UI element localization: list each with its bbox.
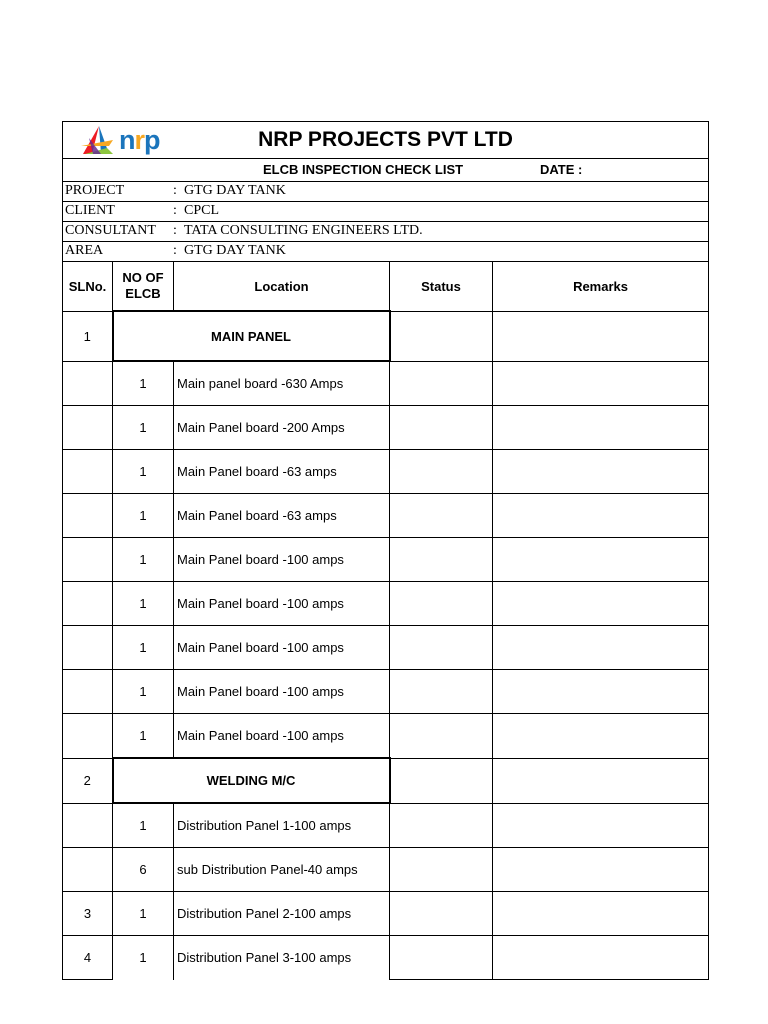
info-label: CONSULTANT [65, 223, 156, 238]
remarks-cell[interactable] [493, 406, 709, 450]
remarks-cell[interactable] [493, 758, 709, 803]
status-cell[interactable] [390, 311, 493, 361]
row-location: Main Panel board -63 amps [174, 450, 390, 494]
remarks-cell[interactable] [493, 892, 709, 936]
section-name: MAIN PANEL [113, 311, 390, 361]
info-value: TATA CONSULTING ENGINEERS LTD. [184, 223, 423, 238]
row-sl [63, 670, 113, 714]
row-sl [63, 361, 113, 406]
section-sl: 2 [63, 758, 113, 803]
checklist-table [62, 121, 709, 980]
row-qty: 1 [113, 892, 174, 936]
table-row [63, 892, 709, 936]
row-sl [63, 626, 113, 670]
subtitle-cell [63, 159, 709, 182]
info-value: CPCL [184, 203, 220, 218]
info-colon: : [173, 243, 177, 258]
info-value: GTG DAY TANK [184, 243, 286, 258]
info-label: PROJECT [65, 183, 125, 198]
company-logo [79, 125, 160, 155]
row-location: Main Panel board -100 amps [174, 714, 390, 759]
row-qty: 1 [113, 714, 174, 759]
row-qty: 1 [113, 670, 174, 714]
status-cell[interactable] [390, 803, 493, 848]
remarks-cell[interactable] [493, 582, 709, 626]
row-sl: 4 [63, 936, 113, 980]
table-row [63, 538, 709, 582]
row-qty: 6 [113, 848, 174, 892]
table-row [63, 670, 709, 714]
info-row-area [63, 242, 709, 262]
status-cell[interactable] [390, 936, 493, 980]
column-header-row [63, 262, 709, 312]
status-cell[interactable] [390, 406, 493, 450]
title-row [63, 122, 709, 159]
status-cell[interactable] [390, 758, 493, 803]
table-row [63, 936, 709, 980]
row-sl [63, 803, 113, 848]
row-qty: 1 [113, 582, 174, 626]
remarks-cell[interactable] [493, 494, 709, 538]
row-qty: 1 [113, 450, 174, 494]
info-colon: : [173, 203, 177, 218]
status-cell[interactable] [390, 626, 493, 670]
row-qty: 1 [113, 626, 174, 670]
row-qty: 1 [113, 936, 174, 980]
section-sl: 1 [63, 311, 113, 361]
table-row [63, 848, 709, 892]
row-location: Main panel board -630 Amps [174, 361, 390, 406]
row-sl [63, 848, 113, 892]
info-row-consultant [63, 222, 709, 242]
header-status: Status [390, 262, 493, 312]
header-no-of-elcb: NO OF ELCB [113, 262, 174, 312]
row-location: Distribution Panel 2-100 amps [174, 892, 390, 936]
subtitle-row [63, 159, 709, 182]
section-row [63, 758, 709, 803]
row-qty: 1 [113, 803, 174, 848]
status-cell[interactable] [390, 582, 493, 626]
row-sl [63, 450, 113, 494]
status-cell[interactable] [390, 361, 493, 406]
remarks-cell[interactable] [493, 626, 709, 670]
status-cell[interactable] [390, 714, 493, 759]
row-location: Distribution Panel 3-100 amps [174, 936, 390, 980]
remarks-cell[interactable] [493, 311, 709, 361]
triangle-logo-icon [79, 124, 117, 156]
row-sl [63, 582, 113, 626]
info-colon: : [173, 223, 177, 238]
remarks-cell[interactable] [493, 538, 709, 582]
info-label: CLIENT [65, 203, 115, 218]
row-sl: 3 [63, 892, 113, 936]
table-row [63, 406, 709, 450]
table-row [63, 494, 709, 538]
form-title: ELCB INSPECTION CHECK LIST [263, 162, 464, 177]
status-cell[interactable] [390, 538, 493, 582]
status-cell[interactable] [390, 450, 493, 494]
row-location: Main Panel board -100 amps [174, 626, 390, 670]
table-row [63, 450, 709, 494]
row-sl [63, 714, 113, 759]
remarks-cell[interactable] [493, 361, 709, 406]
row-location: Main Panel board -200 Amps [174, 406, 390, 450]
table-row [63, 803, 709, 848]
remarks-cell[interactable] [493, 936, 709, 980]
row-location: Main Panel board -63 amps [174, 494, 390, 538]
row-qty: 1 [113, 538, 174, 582]
row-qty: 1 [113, 406, 174, 450]
logo-wordmark: nrp [119, 124, 160, 155]
remarks-cell[interactable] [493, 848, 709, 892]
table-row [63, 361, 709, 406]
inspection-sheet [62, 121, 708, 980]
header-slno: SLNo. [63, 262, 113, 312]
row-sl [63, 406, 113, 450]
company-name: NRP PROJECTS PVT LTD [258, 128, 513, 151]
row-location: sub Distribution Panel-40 amps [174, 848, 390, 892]
row-sl [63, 494, 113, 538]
header-remarks: Remarks [493, 262, 709, 312]
section-name: WELDING M/C [113, 758, 390, 803]
row-sl [63, 538, 113, 582]
status-cell[interactable] [390, 494, 493, 538]
section-row [63, 311, 709, 361]
remarks-cell[interactable] [493, 450, 709, 494]
info-row-project [63, 182, 709, 202]
row-qty: 1 [113, 494, 174, 538]
row-location: Main Panel board -100 amps [174, 670, 390, 714]
info-colon: : [173, 183, 177, 198]
row-qty: 1 [113, 361, 174, 406]
remarks-cell[interactable] [493, 670, 709, 714]
title-cell [63, 122, 709, 159]
row-location: Distribution Panel 1-100 amps [174, 803, 390, 848]
info-row-client [63, 202, 709, 222]
row-location: Main Panel board -100 amps [174, 538, 390, 582]
status-cell[interactable] [390, 848, 493, 892]
info-value: GTG DAY TANK [184, 183, 286, 198]
header-location: Location [174, 262, 390, 312]
table-row [63, 582, 709, 626]
row-location: Main Panel board -100 amps [174, 582, 390, 626]
table-row [63, 626, 709, 670]
table-row [63, 714, 709, 759]
info-label: AREA [65, 243, 104, 258]
status-cell[interactable] [390, 892, 493, 936]
status-cell[interactable] [390, 670, 493, 714]
remarks-cell[interactable] [493, 803, 709, 848]
remarks-cell[interactable] [493, 714, 709, 759]
date-label: DATE : [540, 162, 583, 177]
